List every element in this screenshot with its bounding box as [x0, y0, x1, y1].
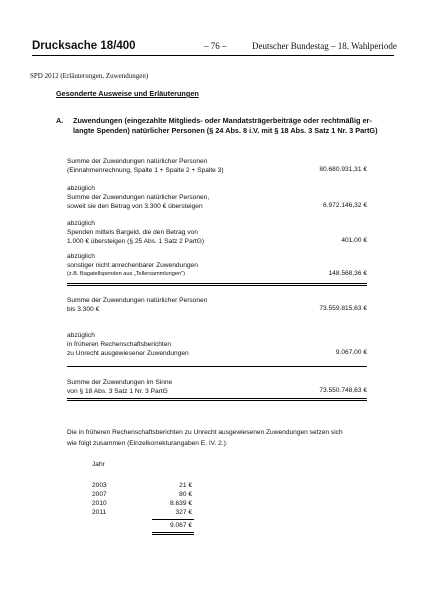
- year-cell: 2007: [92, 491, 107, 498]
- calc-row-label: [67, 219, 204, 246]
- calc-row-label: [67, 296, 207, 314]
- year-row: [92, 482, 192, 491]
- calc-line: abzüglich: [67, 332, 95, 339]
- parliament-title: Deutscher Bundestag – 18. Wahlperiode: [252, 41, 397, 51]
- calc-row-value: 9.067,00 €: [335, 349, 367, 356]
- subtotal-rule: [67, 283, 367, 286]
- calc-line: Summe der Zuwendungen natürlicher Personen,: [67, 194, 210, 201]
- calc-row-value: 80.680.931,31 €: [319, 166, 367, 173]
- calc-line: abzüglich: [67, 185, 95, 192]
- calc-line: abzüglich: [67, 220, 95, 227]
- calc-line: bis 3.300 €: [67, 306, 100, 313]
- year-cell: 2010: [92, 500, 107, 507]
- drucksache-label: Drucksache 18/400: [32, 40, 136, 52]
- year-sum-rule: [152, 519, 194, 520]
- year-row: [92, 509, 192, 518]
- calc-line: Spenden mittels Bargeld, die den Betrag von: [67, 229, 198, 236]
- calc-row-value: 73.559.815,63 €: [319, 305, 367, 312]
- drucksache-number: 400: [116, 40, 136, 52]
- paragraph-line: Die in früheren Rechenschaftsberichten zu Unrecht ausgewiesenen Zuwendungen setzen sich: [67, 429, 343, 436]
- calc-line: Summe der Zuwendungen natürlicher Personen: [67, 158, 208, 165]
- calc-row-value: 148.568,36 €: [328, 270, 367, 277]
- calc-line: in früheren Rechenschaftsberichten: [67, 341, 172, 348]
- calc-row-value: 401,00 €: [341, 237, 367, 244]
- year-row: [92, 500, 192, 509]
- calc-line: sonstiger nicht anrechenbarer Zuwendungen: [67, 262, 198, 269]
- calc-line: Summe der Zuwendungen natürlicher Personen: [67, 297, 208, 304]
- amount-cell: 80 €: [179, 491, 192, 498]
- header-rule: [32, 55, 394, 56]
- calc-line: von § 18 Abs. 3 Satz 1 Nr. 3 PartG: [67, 388, 168, 395]
- calc-row-label: [67, 331, 189, 358]
- document-subheader: SPD 2012 (Erläuterungen, Zuwendungen): [30, 72, 149, 80]
- item-a-title: [73, 116, 378, 136]
- calc-line: 1.000 € übersteigen (§ 25 Abs. 1 Satz 2 PartG): [67, 238, 205, 245]
- year-total: 9.067 €: [170, 522, 192, 529]
- calc-row-value: 73.550.748,63 €: [319, 387, 367, 394]
- calc-line: (Einnahmenrechnung, Spalte 1 + Spalte 2 + Spalte 3): [67, 167, 224, 174]
- year-total-rule: [152, 532, 194, 535]
- calc-row-label: [67, 252, 198, 279]
- item-a-title-line: Zuwendungen (eingezahlte Mitglieds- oder Mandatsträgerbeiträge oder rechtmäßig er-: [73, 116, 372, 125]
- calc-line: (z.B. Bagatellspenden aus „Tellersammlungen"): [67, 271, 185, 277]
- amount-cell: 21 €: [179, 482, 192, 489]
- item-a-title-line: langte Spenden) natürlicher Personen (§ 24 Abs. 8 i.V. mit § 18 Abs. 3 Satz 1 Nr. 3 PartG): [73, 126, 378, 135]
- amount-cell: 8.639 €: [170, 500, 192, 507]
- explanation-paragraph: [67, 427, 343, 449]
- calc-row-value: 6.972.146,32 €: [323, 202, 367, 209]
- amount-cell: 327 €: [175, 509, 192, 516]
- page-number: – 76 –: [204, 41, 227, 51]
- section-title: Gesonderte Ausweise und Erläuterungen: [56, 89, 199, 98]
- item-a-letter: A.: [56, 116, 64, 125]
- year-cell: 2003: [92, 482, 107, 489]
- total-rule: [67, 398, 367, 401]
- year-row: [92, 491, 192, 500]
- year-cell: 2011: [92, 509, 107, 516]
- calc-line: Summe der Zuwendungen im Sinne: [67, 379, 173, 386]
- calc-line: zu Unrecht ausgewiesener Zuwendungen: [67, 350, 189, 357]
- paragraph-line: wie folgt zusammen (Einzelkorrekturangaben E. IV. 2.):: [67, 440, 228, 447]
- year-column-header: Jahr: [92, 461, 105, 468]
- calc-row-label: [67, 378, 172, 396]
- subtotal-rule: [67, 366, 367, 367]
- calc-row-label: [67, 184, 209, 211]
- calc-line: soweit sie den Betrag von 3.300 € übersteigen: [67, 203, 203, 210]
- calc-row-label: [67, 157, 224, 175]
- calc-line: abzüglich: [67, 253, 95, 260]
